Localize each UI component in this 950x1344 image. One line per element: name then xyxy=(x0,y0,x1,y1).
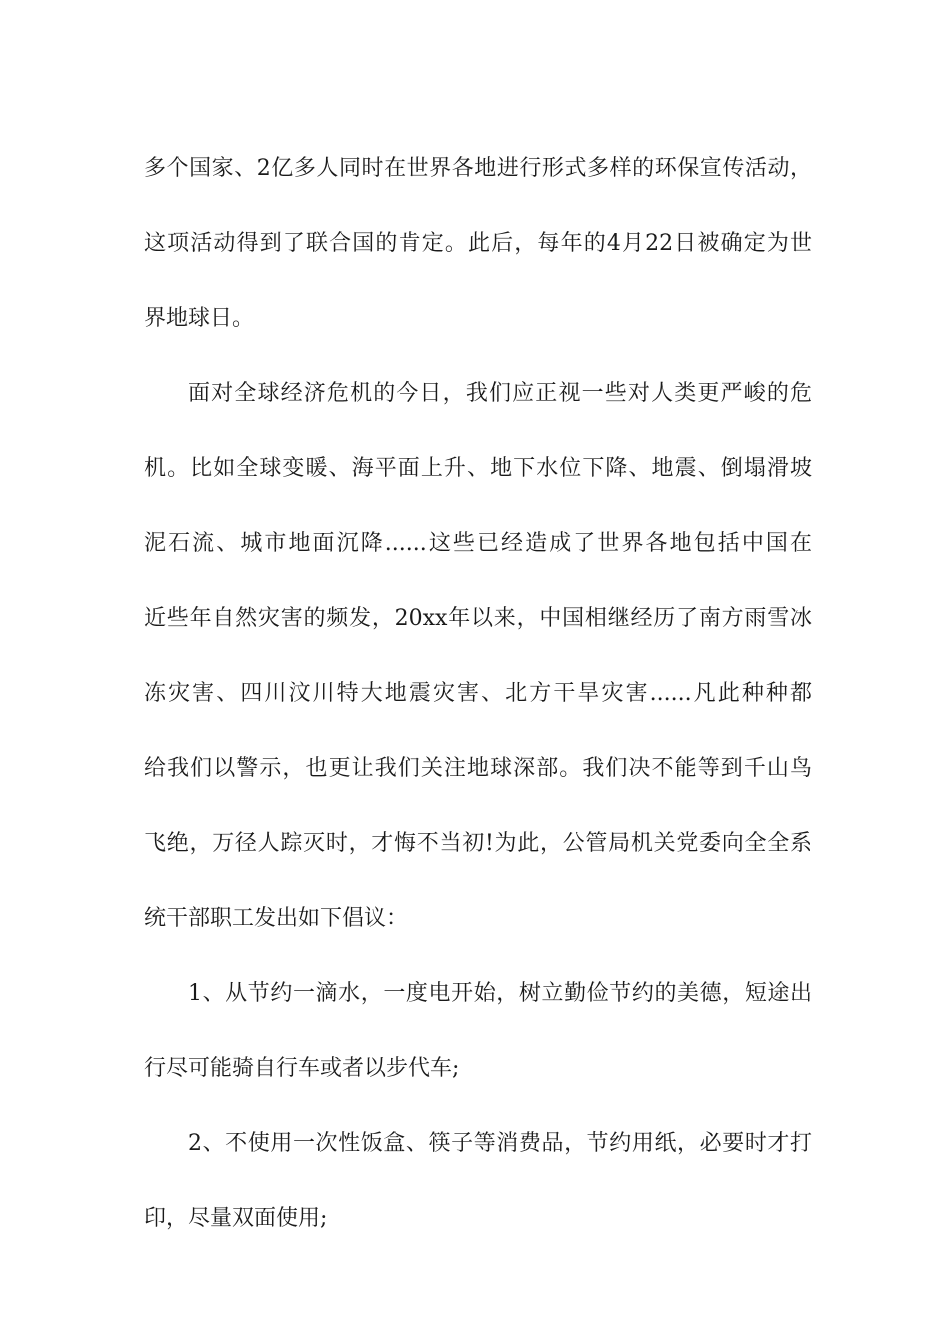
text-line-4: 面对全球经济危机的今日，我们应正视一些对人类更严峻的危 xyxy=(188,381,812,406)
text-line-13: 行尽可能骑自行车或者以步代车; xyxy=(144,1056,460,1081)
text-line-11: 统干部职工发出如下倡议： xyxy=(144,906,409,931)
text-line-14: 2、不使用一次性饭盒、筷子等消费品，节约用纸，必要时才打 xyxy=(188,1131,812,1156)
text-line-12: 1、从节约一滴水，一度电开始，树立勤俭节约的美德，短途出 xyxy=(188,981,812,1006)
text-line-3: 界地球日。 xyxy=(144,306,255,331)
text-line-1: 多个国家、2亿多人同时在世界各地进行形式多样的环保宣传活动， xyxy=(144,156,812,181)
text-line-6: 泥石流、城市地面沉降......这些已经造成了世界各地包括中国在 xyxy=(144,531,812,556)
text-line-2: 这项活动得到了联合国的肯定。此后，每年的4月22日被确定为世 xyxy=(144,231,812,256)
text-line-8: 冻灾害、四川汶川特大地震灾害、北方干旱灾害......凡此种种都 xyxy=(144,681,812,706)
document-body xyxy=(144,131,812,1256)
text-line-7: 近些年自然灾害的频发，20xx年以来，中国相继经历了南方雨雪冰 xyxy=(144,606,812,631)
text-line-5: 机。比如全球变暖、海平面上升、地下水位下降、地震、倒塌滑坡 xyxy=(144,456,812,481)
text-line-10: 飞绝，万径人踪灭时，才悔不当初!为此，公管局机关党委向全全系 xyxy=(144,831,812,856)
text-line-9: 给我们以警示，也更让我们关注地球深部。我们决不能等到千山鸟 xyxy=(144,756,812,781)
text-line-15: 印，尽量双面使用; xyxy=(144,1206,328,1231)
